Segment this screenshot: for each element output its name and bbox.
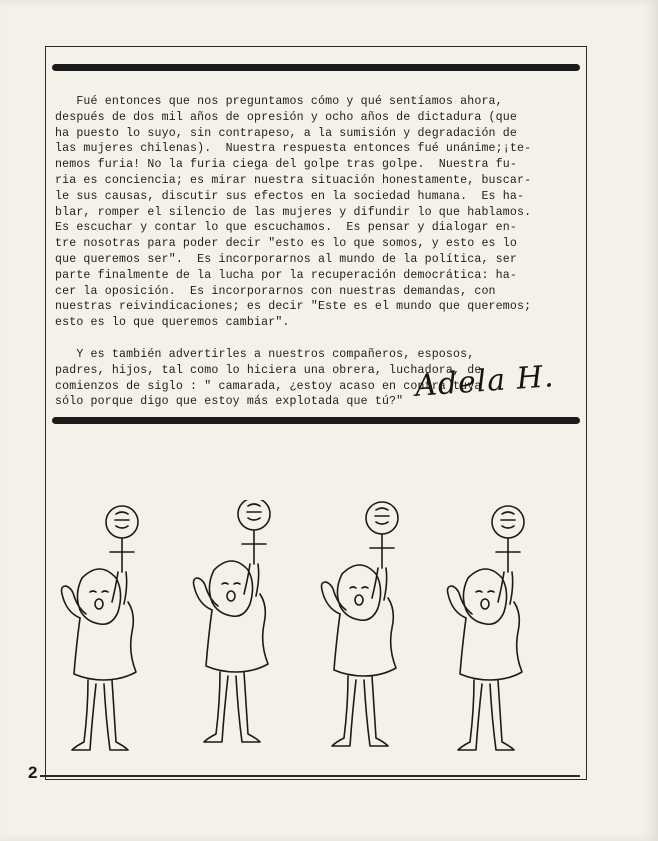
text-line: comienzos de siglo : " camarada, ¿estoy acaso en contra tuya — [55, 379, 482, 393]
text-line: cer la oposición. Es incorporarnos con nuestras demandas, con — [55, 284, 496, 298]
paragraph-1 — [55, 94, 583, 331]
text-line: blar, romper el silencio de las mujeres y difundir lo que hablamos. — [55, 205, 532, 219]
top-divider-rule — [52, 64, 580, 71]
protest-figure — [448, 506, 525, 750]
text-line: le sus causas, discutir sus efectos en la sociedad humana. Es ha- — [55, 189, 525, 203]
text-line: parte finalmente de la lucha por la recuperación democrática: ha- — [55, 268, 517, 282]
protest-figure — [194, 500, 271, 742]
text-line: Fué entonces que nos preguntamos cómo y qué sentíamos ahora, — [55, 95, 503, 108]
text-line: sólo porque digo que estoy más explotada que tú?" — [55, 395, 404, 409]
text-line: Es escuchar y contar lo que escuchamos. Es pensar y dialogar en- — [55, 221, 517, 235]
text-line: Y es también advertirles a nuestros compañeros, esposos, — [55, 347, 475, 361]
text-line: nuestras reivindicaciones; es decir "Este es el mundo que queremos; — [55, 300, 532, 314]
protest-figure — [322, 502, 399, 746]
text-line: esto es lo que queremos cambiar". — [55, 316, 290, 330]
text-line: nemos furia! No la furia ciega del golpe tras golpe. Nuestra fu- — [55, 158, 517, 172]
text-line: ria es conciencia; es mirar nuestra situación honestamente, buscar- — [55, 173, 532, 187]
text-line: las mujeres chilenas). Nuestra respuesta entonces fué unánime;¡te- — [55, 142, 532, 156]
page-number: 2 — [28, 763, 38, 782]
women-protest-illustration — [52, 500, 580, 770]
text-line: padres, hijos, tal como lo hiciera una obrera, luchadora, de — [55, 363, 482, 377]
text-line: después de dos mil años de opresión y ocho años de dictadura (que — [55, 110, 517, 124]
text-line: que queremos ser". Es incorporarnos al mundo de la política, ser — [55, 252, 517, 266]
text-line: tre nosotras para poder decir "esto es lo que somos, y esto es lo — [55, 237, 517, 251]
bottom-rule — [40, 775, 580, 777]
protest-figure — [62, 506, 139, 750]
text-line: ha puesto lo suyo, sin contrapeso, a la sumisión y degradación de — [55, 126, 517, 140]
author-signature: Adela H. — [413, 359, 556, 404]
middle-divider-rule — [52, 417, 580, 424]
